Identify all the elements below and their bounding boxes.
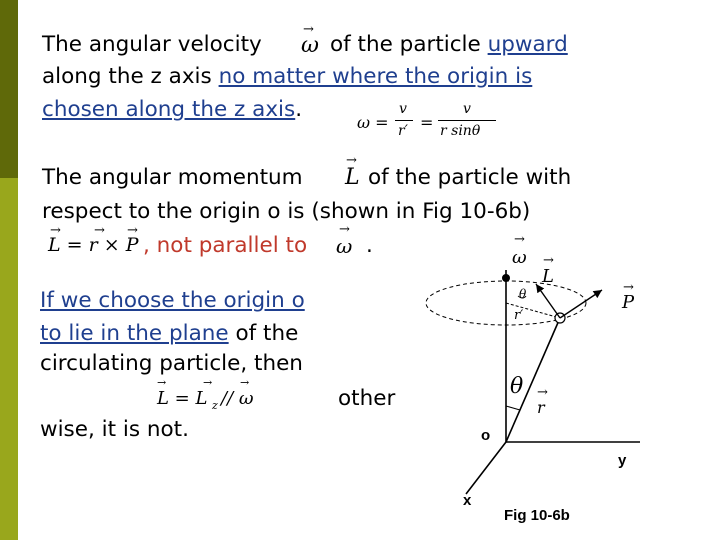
text-along-z: along the z axis — [42, 64, 212, 89]
L-symbol: L — [345, 165, 360, 190]
fig-r-prime-label: r′ — [514, 308, 524, 323]
fig-L-label: L — [542, 266, 554, 287]
text-no-matter: no matter where the origin is — [218, 64, 533, 89]
formula-num2: v — [463, 101, 471, 117]
vector-arrow: → — [50, 223, 61, 238]
text-circulating: circulating particle, then — [40, 351, 303, 376]
text-not-parallel: , not parallel to — [143, 233, 308, 258]
fig-x-label: x — [463, 492, 472, 509]
text-of-particle: of the particle — [330, 32, 481, 57]
text-wise-not: wise, it is not. — [40, 417, 189, 442]
text-choose-origin: If we choose the origin o — [40, 288, 305, 313]
fig-theta-top-label: θ — [519, 287, 527, 301]
vector-arrow: → — [346, 153, 357, 168]
text-other: other — [338, 386, 396, 411]
vector-arrow: → — [203, 376, 213, 389]
fig-caption: Fig 10-6b — [504, 507, 570, 524]
formula-den2: r sinθ — [440, 123, 481, 139]
formula-L-eq-Lz: L = L — [157, 388, 208, 409]
vector-arrow: → — [94, 223, 105, 238]
x-axis — [466, 442, 506, 494]
fig-P-label: P — [622, 292, 635, 313]
text-upward: upward — [487, 32, 568, 57]
vector-arrow: → — [623, 280, 634, 295]
text-angular-momentum: The angular momentum — [42, 165, 303, 190]
formula-L-cross: L = r × P — [48, 234, 139, 256]
text-of-the: of the — [235, 321, 299, 346]
formula-eq2: = — [420, 113, 434, 132]
text-respect-origin: respect to the origin o is — [42, 199, 305, 224]
vector-arrow: → — [537, 385, 548, 400]
text-period: . — [295, 97, 303, 122]
fig-origin-label: o — [481, 427, 491, 444]
vector-arrow: → — [240, 376, 250, 389]
L-vector — [536, 284, 560, 318]
formula-num1: v — [399, 101, 407, 117]
text-of-particle-with: of the particle with — [368, 165, 572, 190]
fig-omega-label: ω — [512, 247, 527, 268]
center-dot — [502, 274, 510, 282]
text-lie-in-plane: to lie in the plane — [40, 321, 229, 346]
text-shown-in-fig: (shown in Fig 10-6b) — [311, 199, 531, 224]
theta-arc — [506, 406, 520, 410]
vector-arrow: → — [543, 253, 554, 268]
P-vector — [560, 290, 602, 318]
vector-arrow: → — [303, 22, 314, 37]
vector-arrow: → — [157, 376, 167, 389]
fig-r-label: r — [537, 398, 545, 417]
fig-y-label: y — [618, 452, 627, 469]
omega-symbol: ω — [301, 33, 319, 58]
formula-subscript-z: z — [212, 399, 218, 412]
vector-arrow: → — [339, 222, 350, 237]
text-period: . — [366, 233, 373, 258]
formula-den1: r′ — [398, 123, 408, 139]
formula-omega-eq: ω = — [357, 113, 389, 132]
omega-symbol: ω — [336, 234, 353, 258]
vector-arrow: → — [127, 223, 138, 238]
formula-parallel-omega: // ω — [221, 388, 254, 409]
vector-arrow: → — [514, 232, 525, 247]
text-chosen: chosen along the z axis — [42, 97, 296, 122]
text-angular-velocity: The angular velocity — [42, 32, 262, 57]
fig-theta-label: θ — [510, 374, 524, 399]
